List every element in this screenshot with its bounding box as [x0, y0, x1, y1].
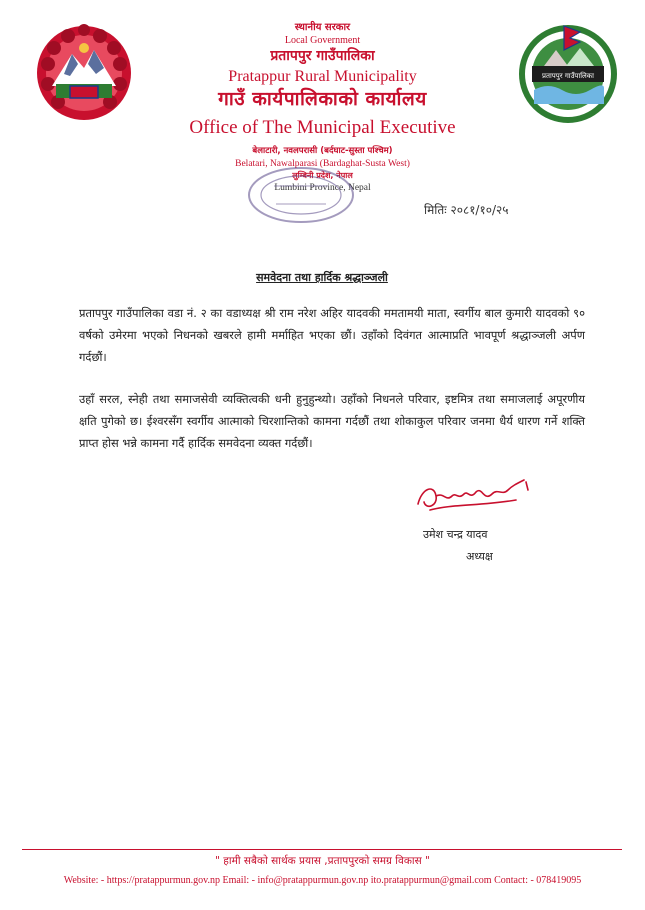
address-en: Belatari, Nawalparasi (Bardaghat-Susta West): [235, 159, 410, 169]
office-stamp-icon: [244, 164, 358, 226]
footer-slogan: " हामी सबैको सार्थक प्रयास ,प्रतापपुरको समग्र विकास ": [215, 855, 430, 867]
gov-label-np: स्थानीय सरकार: [294, 22, 351, 33]
gov-label-en: Local Government: [284, 35, 361, 46]
municipality-name-en: Pratappur Rural Municipality: [228, 68, 417, 85]
svg-text:प्रतापपुर गाउँपालिका: प्रतापपुर गाउँपालिका: [542, 72, 594, 80]
handwritten-signature-icon: [412, 474, 536, 516]
signatory-name: उमेश चन्द्र यादव: [423, 528, 488, 541]
footer-contact: Website: - https://pratappurmun.gov.np Email: - info@pratappurmun.gov.np ito.pratappurmun@gmail.com Contact: - 078419095: [63, 875, 582, 886]
letter-subject: समवेदना तथा हार्दिक श्रद्धाञ्जली: [256, 271, 388, 284]
signatory-title: अध्यक्ष: [466, 550, 493, 563]
province-np: लुम्बिनी प्रदेश, नेपाल: [292, 171, 353, 180]
letter-date: मितिः २०८१/१०/२५: [424, 203, 509, 217]
municipality-name-np: प्रतापपुर गाउँपालिका: [270, 48, 375, 64]
municipality-logo-icon: [518, 20, 618, 124]
footer-divider: [22, 849, 622, 850]
letterhead: [0, 0, 645, 240]
address-np: बेलाटारी, नवलपरासी (बर्दघाट-सुस्ता पश्चिम): [252, 146, 393, 156]
letter-paragraph-1: प्रतापपुर गाउँपालिका वडा नं. २ का वडाध्यक्ष श्री राम नरेश अहिर यादवकी ममतामयी माता, स्वर्गीय बाल कुमारी यादवको ९० वर्षको उमेरमा भएको निधनको खबरले हामी मर्माहित भएका छौं। उहाँको दिवंगत आत्माप्रति भावपूर्ण श्रद्धाञ्जली अर्पण गर्दछौं।: [79, 306, 585, 364]
nepal-government-emblem-icon: [34, 24, 134, 122]
province-en: Lumbini Province, Nepal: [274, 183, 371, 193]
office-name-en: Office of The Municipal Executive: [189, 117, 456, 138]
letter-paragraph-2: उहाँ सरल, स्नेही तथा समाजसेवी व्यक्तित्वकी धनी हुनुहुन्थ्यो। उहाँको निधनले परिवार, इष्टमित्र तथा समाजलाई अपूरणीय क्षति पुगेको छ। ईश्वरसँग स्वर्गीय आत्माको चिरशान्तिको कामना गर्दछौं तथा शोकाकुल परिवार जनमा धैर्य धारण गर्ने शक्ति प्राप्त होस भन्ने कामना गर्दै हार्दिक समवेदना व्यक्त गर्दछौं।: [79, 392, 585, 450]
office-name-np: गाउँ कार्यपालिकाको कार्यालय: [218, 88, 427, 110]
